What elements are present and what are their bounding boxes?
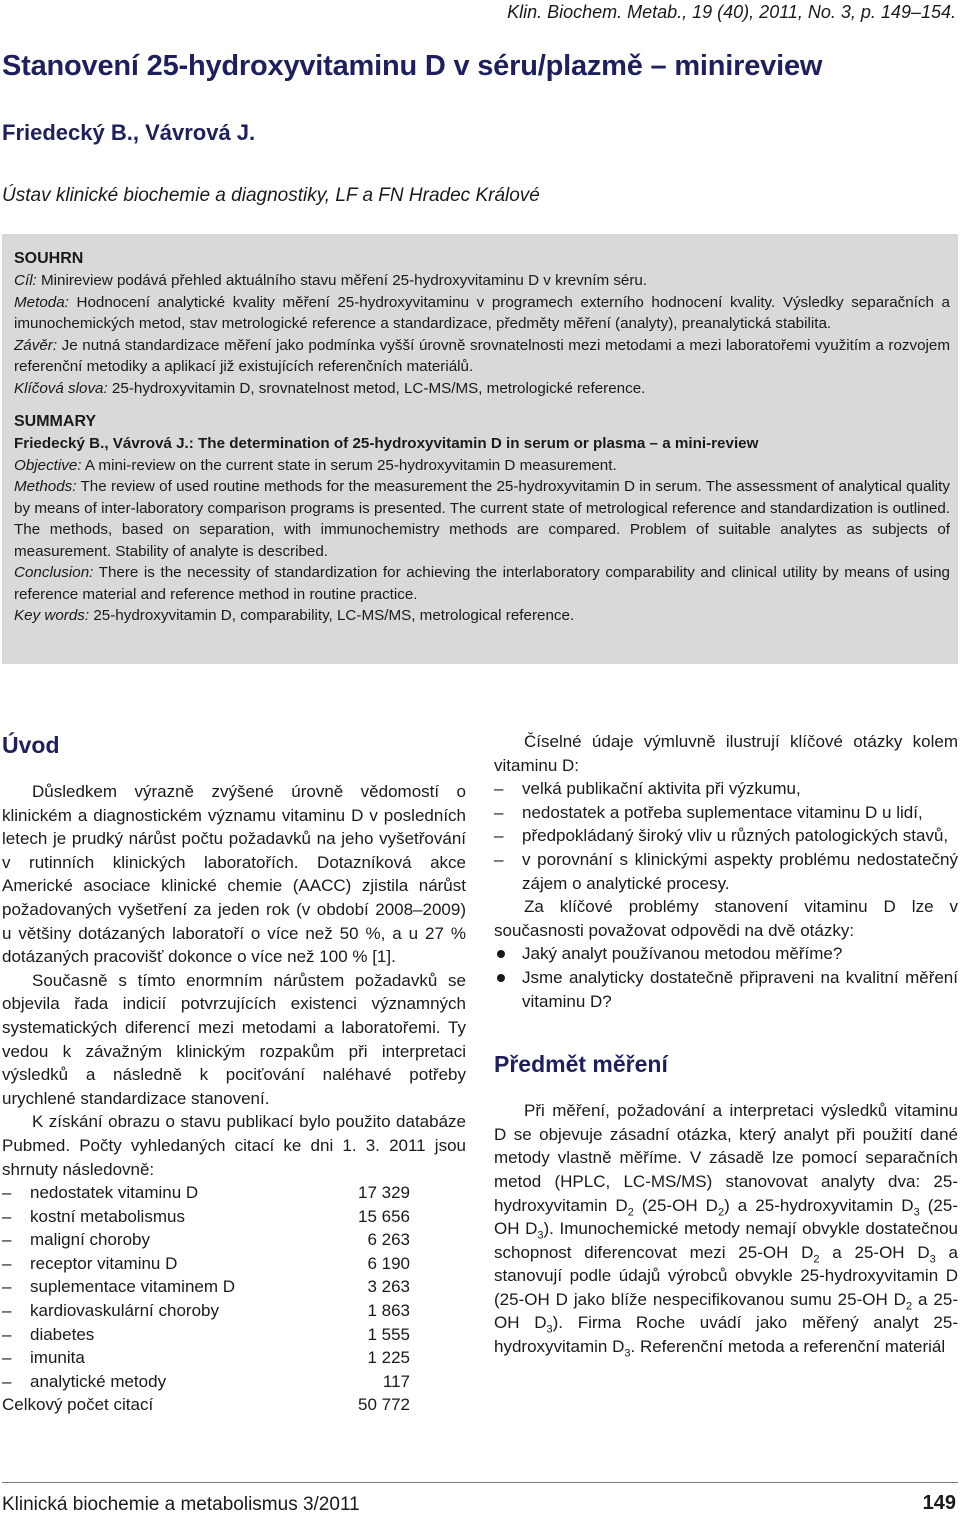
citation-count: 6 190 [367,1253,410,1273]
list-item-text: Jsme analyticky dostatečně připraveni na kvalitní měření vitaminu D? [522,967,958,1011]
dash-marker: – [2,1253,12,1273]
citation-label: kostní metabolismus [30,1206,185,1226]
summary-objective-text: A mini-review on the current state in serum 25-hydroxyvitamin D measurement. [81,456,617,474]
citation-label: imunita [30,1348,85,1368]
souhrn-zaver-text: Je nutná standardizace měření jako podmínka vyšší úrovně srovnatelnosti mezi metodami a mezi laboratořemi využitím a rozvojem referenční metodiky a aplikací již existujících referenčních materiálů. [14,336,950,375]
souhrn-metoda-label: Metoda: [14,293,69,311]
list-item [494,848,958,895]
dash-marker: – [494,802,504,822]
citation-count: 17 329 [358,1183,410,1203]
citation-label: diabetes [30,1324,95,1344]
text-run: a 25-OH D [494,1289,958,1333]
citation-label: receptor vitaminu D [30,1253,178,1273]
citation-row [2,1228,466,1252]
dash-marker: – [2,1206,12,1226]
souhrn-keywords-text: 25-hydroxyvitamin D, srovnatelnost metod, LC-MS/MS, metrologické reference. [107,379,646,397]
dash-marker: – [2,1348,12,1368]
citation-label: kardiovaskulární choroby [30,1301,219,1321]
author-affiliation: Ústav klinické biochemie a diagnostiky, LF a FN Hradec Králové [2,185,540,206]
dash-marker: – [2,1230,12,1250]
summary-keywords [14,605,950,627]
list-item-text: velká publikační aktivita při výzkumu, [522,779,801,799]
citation-label: suplementace vitaminem D [30,1277,236,1297]
citation-total-label: Celkový počet citací [2,1395,154,1415]
footer-journal: Klinická biochemie a metabolismus 3/2011 [2,1494,360,1515]
citation-label: nedostatek vitaminu D [30,1183,199,1203]
souhrn-metoda [14,292,950,335]
citation-label: maligní choroby [30,1230,151,1250]
summary-heading: SUMMARY [14,413,97,430]
summary-keywords-label: Key words: [14,607,90,624]
list-item-text: nedostatek a potřeba suplementace vitaminu D u lidí, [522,802,923,822]
souhrn-cil-label: Cíl: [14,272,37,289]
dash-marker: – [2,1277,12,1297]
citation-row [2,1181,466,1205]
summary-conclusion-text: There is the necessity of standardization for achieving the interlaboratory comparability and clinical utility by means of using reference material and reference method in routine practice. [14,564,950,603]
text-run: (25-OH D [494,1195,958,1239]
souhrn-cil [14,270,950,292]
summary-reference-line: Friedecký B., Vávrová J.: The determination of 25-hydroxyvitamin D in serum or plasma – a mini-review [14,435,759,452]
text-run: . Referenční metoda a referenční materiál [630,1337,946,1357]
list-item [494,824,958,848]
summary-methods-label: Methods: [14,478,77,495]
citation-label: analytické metody [30,1371,167,1391]
list-item-text: Jaký analyt používanou metodou měříme? [522,944,843,964]
dash-marker: – [2,1183,12,1203]
summary-conclusion [14,562,950,605]
souhrn-metoda-text: Hodnocení analytické kvality měření 25-hydroxyvitaminu v programech externího hodnocení kvality. Výsledky separačních a imunochemických metod, stav metrologické reference a standardizace, předměty měření (analyty), preanalytická stabilita. [14,293,950,332]
summary-methods-text: The review of used routine methods for the measurement the 25-hydroxyvitamin D in serum. The assessment of analytical quality by means of inter-laboratory comparison programs is presented. The current state of metrological reference and standardization is outlined. The methods, based on separation, with immunochemistry methods are compared. Problem of suitable analytes as subjects of measurement. Stability of analyte is described. [14,478,950,560]
souhrn-zaver-label: Závěr: [14,336,58,354]
dash-marker: – [2,1324,12,1344]
uvod-paragraph-2: Současně s tímto enormním nárůstem požadavků se objevila řada indicií potvrzujících existenci významných systematických diferencí mezi metodami a laboratořemi. Ty vedou k závažným klinickým rozpakům při interpretaci výsledků a následně k pociťování naléhavé potřeby urychlené standardizace stanovení. [2,970,466,1108]
text-run: Při měření, požadování a interpretaci výsledků vitaminu D se objevuje zásadní otázka, který analyt při použití dané metody vlastně měříme. V zásadě lze pomocí separačních metod (HPLC, LC-MS/MS) stanovovat analyty dva: 25-hydroxyvitamin D [494,1101,958,1215]
citation-count: 1 555 [367,1324,410,1344]
souhrn-heading: SOUHRN [14,250,84,267]
souhrn-keywords-label: Klíčová slova: [14,379,108,397]
citation-count: 6 263 [367,1230,410,1250]
list-item-text: předpokládaný široký vliv u různých patologických stavů, [522,826,949,846]
list-item [494,777,958,801]
text-run: a 25-OH D [819,1242,930,1262]
dash-marker: – [494,779,504,799]
subscript: 3 [537,1229,544,1242]
footer-rule [2,1482,958,1483]
summary-objective [14,455,950,477]
abstract-box [2,234,958,664]
citation-row [2,1323,466,1347]
journal-citation: Klin. Biochem. Metab., 19 (40), 2011, No. 3, p. 149–154. [507,2,956,22]
subscript: 3 [546,1323,553,1336]
predmet-mereni-paragraph [494,1099,958,1359]
list-item [494,942,958,966]
predmet-mereni-heading: Předmět měření [494,1051,668,1078]
uvod-paragraph-1: Důsledkem výrazně zvýšené úrovně vědomostí o klinickém a diagnostickém významu vitaminu D v posledních letech je prudký nárůst počtu požadavků na jeho vyšetřování v rutinních klinických laboratořích. Dotazníková akce Americké asociace klinické chemie (AACC) zjistila nárůst požadovaných vyšetření za jeden rok (v období 2008–2009) u většiny dotázaných laboratoří o více než 50 %, a u 27 % dotázaných pracovišť dokonce o více než 100 % [1]. [2,782,466,967]
dash-marker: – [494,826,504,846]
left-column [2,730,466,1417]
citation-total-row [2,1393,466,1417]
page-number: 149 [922,1492,956,1514]
bullet-icon [494,966,522,1013]
right-paragraph-1: Číselné údaje výmluvně ilustrují klíčové otázky kolem vitaminu D: [494,732,958,775]
article-title: Stanovení 25-hydroxyvitaminu D v séru/plazmě – minireview [2,50,823,82]
citation-count: 1 863 [367,1301,410,1321]
dash-marker: – [2,1371,12,1391]
text-run: (25-OH D [633,1195,718,1215]
key-questions-list [494,777,958,895]
two-questions-list [494,942,958,1013]
souhrn-zaver [14,335,950,378]
citation-count: 1 225 [367,1348,410,1368]
citation-row [2,1299,466,1323]
text-run: ). Firma Roche uvádí jako měřený analyt 25-hydroxyvitamin D [494,1313,959,1357]
citation-row [2,1370,466,1394]
citation-row [2,1252,466,1276]
article-authors: Friedecký B., Vávrová J. [2,120,256,145]
subscript: 3 [913,1205,920,1218]
summary-methods [14,476,950,562]
dash-marker: – [494,849,504,869]
citation-row [2,1346,466,1370]
subscript: 2 [627,1205,634,1218]
dash-marker: – [2,1301,12,1321]
summary-keywords-text: 25-hydroxyvitamin D, comparability, LC-MS/MS, metrological reference. [89,607,575,624]
bullet-icon [494,942,522,966]
text-run: ). Imunochemické metody nemají obvykle dostatečnou schopnost diferencovat mezi 25-OH D [494,1219,959,1262]
list-item [494,801,958,825]
list-item [494,966,958,1013]
summary-objective-label: Objective: [14,456,82,474]
souhrn-keywords [14,378,950,400]
citation-count: 117 [382,1371,410,1391]
subscript: 2 [813,1253,820,1266]
citation-row [2,1205,466,1229]
citation-row [2,1275,466,1299]
citation-count-list [2,1181,466,1393]
subscript: 3 [929,1253,936,1266]
citation-total-count: 50 772 [358,1395,410,1415]
text-run: a stanovují podle údajů výrobců obvykle 25-hydroxyvitamin D (25-OH D jako blíže nespecifikovanou sumu 25-OH D [494,1242,958,1309]
list-item-text: v porovnání s klinickými aspekty problému nedostatečný zájem o analytické procesy. [522,849,958,893]
souhrn-cil-text: Minireview podává přehled aktuálního stavu měření 25-hydroxyvitaminu D v krevním séru. [36,272,648,289]
subscript: 3 [624,1347,631,1360]
text-run: ) a 25-hydroxyvitamin D [724,1195,914,1215]
right-paragraph-2: Za klíčové problémy stanovení vitaminu D lze v současnosti považovat odpovědi na dvě otázky: [494,897,958,940]
uvod-heading: Úvod [2,732,60,758]
citation-count: 3 263 [367,1277,410,1297]
subscript: 2 [717,1205,725,1218]
citation-count: 15 656 [358,1206,410,1226]
subscript: 2 [905,1300,913,1313]
uvod-paragraph-3: K získání obrazu o stavu publikací bylo použito databáze Pubmed. Počty vyhledaných citací ke dni 1. 3. 2011 jsou shrnuty následovně: [2,1112,466,1179]
summary-conclusion-label: Conclusion: [14,564,94,581]
right-column [494,730,958,1359]
